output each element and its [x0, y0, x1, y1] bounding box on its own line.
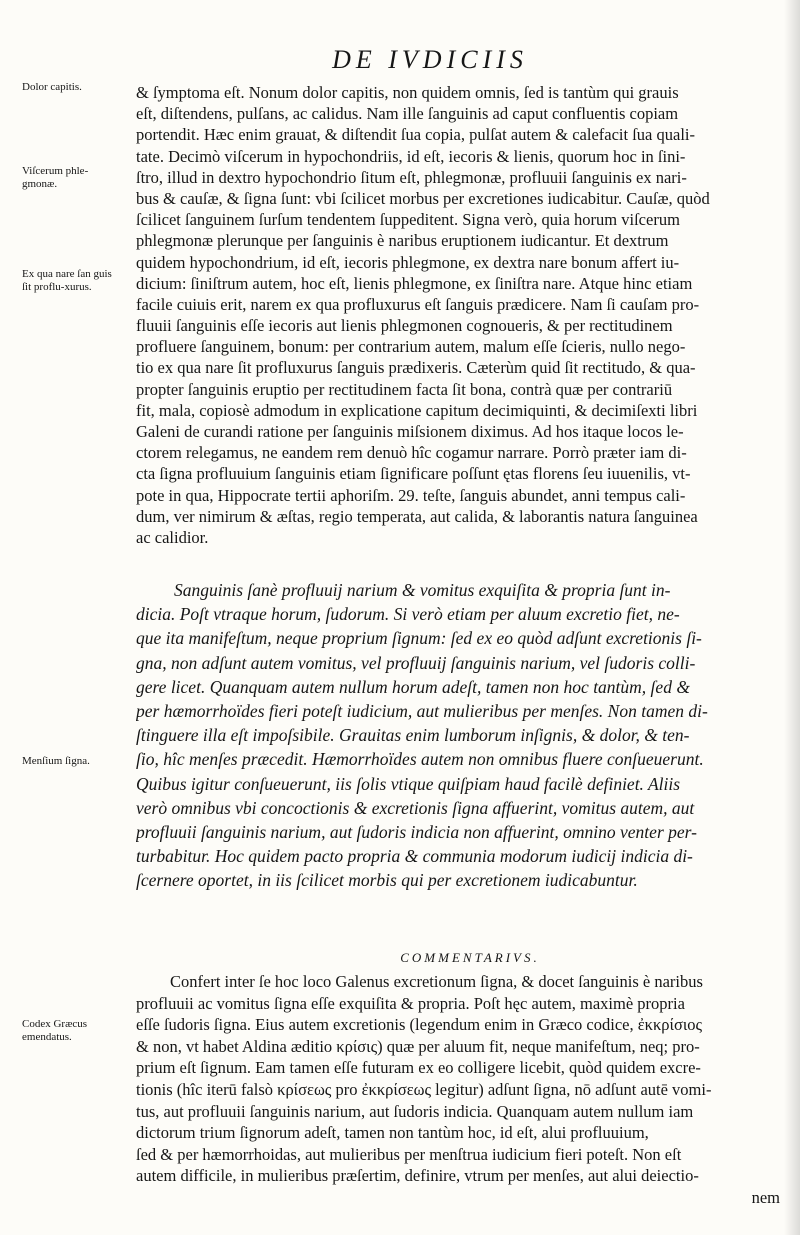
text-line: ctorem relegamus, ne eandem rem denuò hîc cogamur narrare. Porrò præter iam di-	[136, 443, 687, 463]
text-line: verò omnibus vbi concoctionis & excretionis ſigna affuerint, vomitus autem, aut	[136, 797, 695, 818]
running-head: DE IVDICIIS	[332, 45, 528, 74]
margin-note-viscerum: Viſcerum phle-gmonæ.	[22, 165, 89, 190]
text-line: bus & cauſæ, & ſigna ſunt: vbi ſcilicet morbus per excretiones iudicabitur. Cauſæ, quòd	[136, 188, 710, 208]
text-line: autem difficile, in mulieribus præſertim, definire, vtrum per menſes, aut alui deiectio-	[136, 1166, 699, 1186]
text-line: quidem hypochondrium, id eſt, iecoris phlegmone, ex dextra nare bonum affert iu-	[136, 252, 680, 272]
commentary-heading: COMMENTARIVS.	[400, 950, 540, 965]
text-line: Sanguinis ſanè profluuij narium & vomitus exquiſita & propria ſunt in-	[174, 580, 671, 600]
text-line: ſio, hîc menſes præcedit. Hæmorrhoïdes autem non omnibus fluere conſueuerunt.	[136, 749, 704, 770]
text-line: pote in qua, Hippocrate tertii aphoriſm. 29. teſte, ſanguis abundet, anni tempus cali-	[136, 485, 686, 505]
text-line: & ſymptoma eſt. Nonum dolor capitis, non quidem omnis, ſed is tantùm qui grauis	[136, 83, 679, 102]
text-line: cta ſigna profluuium ſanguinis etiam ſignificare poſſunt ętas florens ſeu iuuenilis, vt-	[136, 464, 691, 484]
text-line: eſſe ſudoris ſigna. Eius autem excretionis (legendum enim in Græco codice, ἐκκρίσιος	[136, 1015, 703, 1035]
text-line: profluuii ſanguinis narium, aut ſudoris indicia non affuerint, omnino venter per-	[136, 821, 697, 842]
text-line: dicium: ſiniſtrum autem, hoc eſt, lienis phlegmone, ex ſiniſtra nare. Atque hinc etiam	[136, 273, 693, 293]
margin-note-codex-graecus: Codex Græcus emendatus.	[22, 1018, 88, 1043]
text-line: facile cuiuis erit, narem ex qua profluxurus eſt ſanguis prædicere. Nam ſi cauſam pro-	[136, 294, 700, 314]
text-line: phlegmonæ plerunque per ſanguinis è naribus eruptionem iudicantur. Et dextrum	[136, 231, 669, 251]
text-line: profluere ſanguinem, bonum: per contrarium autem, malum eſſe ſcieris, nullo nego-	[136, 337, 686, 357]
margin-note-ex-qua-nare: Ex qua nare ſan guis ſit proflu-xurus.	[22, 268, 112, 293]
text-line: dum, ver nimirum & æſtas, regio temperata, aut calida, & laborantis natura ſanguinea	[136, 506, 698, 526]
text-line: gere licet. Quanquam autem nullum horum adeſt, tamen non hoc tantùm, ſed &	[136, 676, 690, 697]
text-line: que ita manifeſtum, neque proprium ſignum: ſed ex eo quòd adſunt excretionis ſi-	[136, 628, 702, 649]
text-line: gna, non adſunt autem vomitus, vel profluuij ſanguinis narium, vel ſudoris colli-	[136, 652, 696, 673]
page-edge-shadow	[784, 0, 800, 1235]
catchword: nem	[751, 1187, 780, 1207]
text-line: ſed & per hæmorrhoidas, aut mulieribus per menſtrua iudicium fieri poteſt. Non eſt	[136, 1144, 682, 1164]
text-line: fluuii ſanguinis eſſe iecoris aut lienis phlegmonen cognoueris, & per rectitudinem	[136, 316, 673, 336]
text-block-hippocrates-quote	[136, 578, 780, 892]
text-line: & non, vt habet Aldina æditio κρίσις) quæ per aluum fit, neque manifeſtum, neq; pro-	[136, 1036, 700, 1056]
text-line: Confert inter ſe hoc loco Galenus excretionum ſigna, & docet ſanguinis è naribus	[170, 972, 703, 991]
text-line: tus, aut profluuii ſanguinis narium, aut ſudoris indicia. Quanquam autem nullum iam	[136, 1101, 694, 1121]
text-line: fit, mala, copiosè admodum in explicatione capitum decimiquinti, & decimiſexti libri	[136, 400, 698, 420]
text-block-paraphrase	[136, 82, 780, 548]
text-line: Galeni de curandi ratione per ſanguinis miſsionem diximus. Ad hos itaque locos le-	[136, 422, 684, 441]
text-line: ſtro, illud in dextro hypochondrio ſitum eſt, phlegmonæ, profluuii ſanguinis ex nari-	[136, 167, 687, 187]
text-line: per hæmorrhoïdes fieri poteſt iudicium, aut mulieribus per menſes. Non tamen di-	[136, 700, 708, 721]
text-block-commentary	[136, 971, 780, 1209]
text-line: portendit. Hæc enim grauat, & diſtendit ſua copia, pulſat autem & calefacit ſua quali-	[136, 125, 695, 145]
text-line: tionis (hîc iterū falsò κρίσεως pro ἐκκρίσεως legitur) adſunt ſigna, nō adſunt autē vomi-	[136, 1079, 712, 1099]
text-line: eſt, diſtendens, pulſans, ac calidus. Nam ille ſanguinis ad caput confluentis copiam	[136, 104, 679, 124]
text-line: dictorum trium ſignorum adeſt, tamen non tantùm hoc, id eſt, alui profluuium,	[136, 1123, 649, 1143]
margin-note-dolor-capitis: Dolor capitis.	[22, 81, 82, 93]
text-line: prium eſt ſignum. Eam tamen eſſe futuram ex eo colligere licebit, quòd quidem excre-	[136, 1058, 701, 1078]
text-line: Quibus igitur conſueuerunt, iis ſolis vtique quiſpiam haud facilè definiet. Aliis	[136, 773, 681, 794]
text-line: ſtinguere illa eſt impoſsibile. Grauitas enim lumborum inſignis, & dolor, & ten-	[136, 725, 690, 746]
text-line: tate. Decimò viſcerum in hypochondriis, id eſt, iecoris & lienis, quorum hoc in ſini-	[136, 146, 686, 166]
text-line: turbabitur. Hoc quidem pacto propria & communia modorum iudicij indicia di-	[136, 846, 693, 867]
text-line: ac calidior.	[136, 527, 209, 547]
text-line: tio ex qua nare ſit profluxurus ſanguis prædixeris. Cæterùm quid ſit rectitudo, & qua-	[136, 358, 696, 378]
margin-note-mensium-signa: Menſium ſigna.	[22, 755, 90, 767]
text-line: propter ſanguinis eruptio per rectitudinem facta ſit bona, contrà quæ per contrariū	[136, 379, 673, 399]
text-line: ſcernere oportet, in iis ſcilicet morbis qui per excretionem iudicabuntur.	[136, 870, 638, 891]
text-line: ſcilicet ſanguinem ſurſum tendentem ſuppeditent. Signa verò, quia horum viſcerum	[136, 210, 680, 230]
text-line: profluuii ac vomitus ſigna eſſe exquiſita & propria. Poſt hęc autem, maximè propria	[136, 993, 685, 1013]
text-line: dicia. Poſt vtraque horum, ſudorum. Si verò etiam per aluum excretio fiet, ne-	[136, 604, 680, 625]
